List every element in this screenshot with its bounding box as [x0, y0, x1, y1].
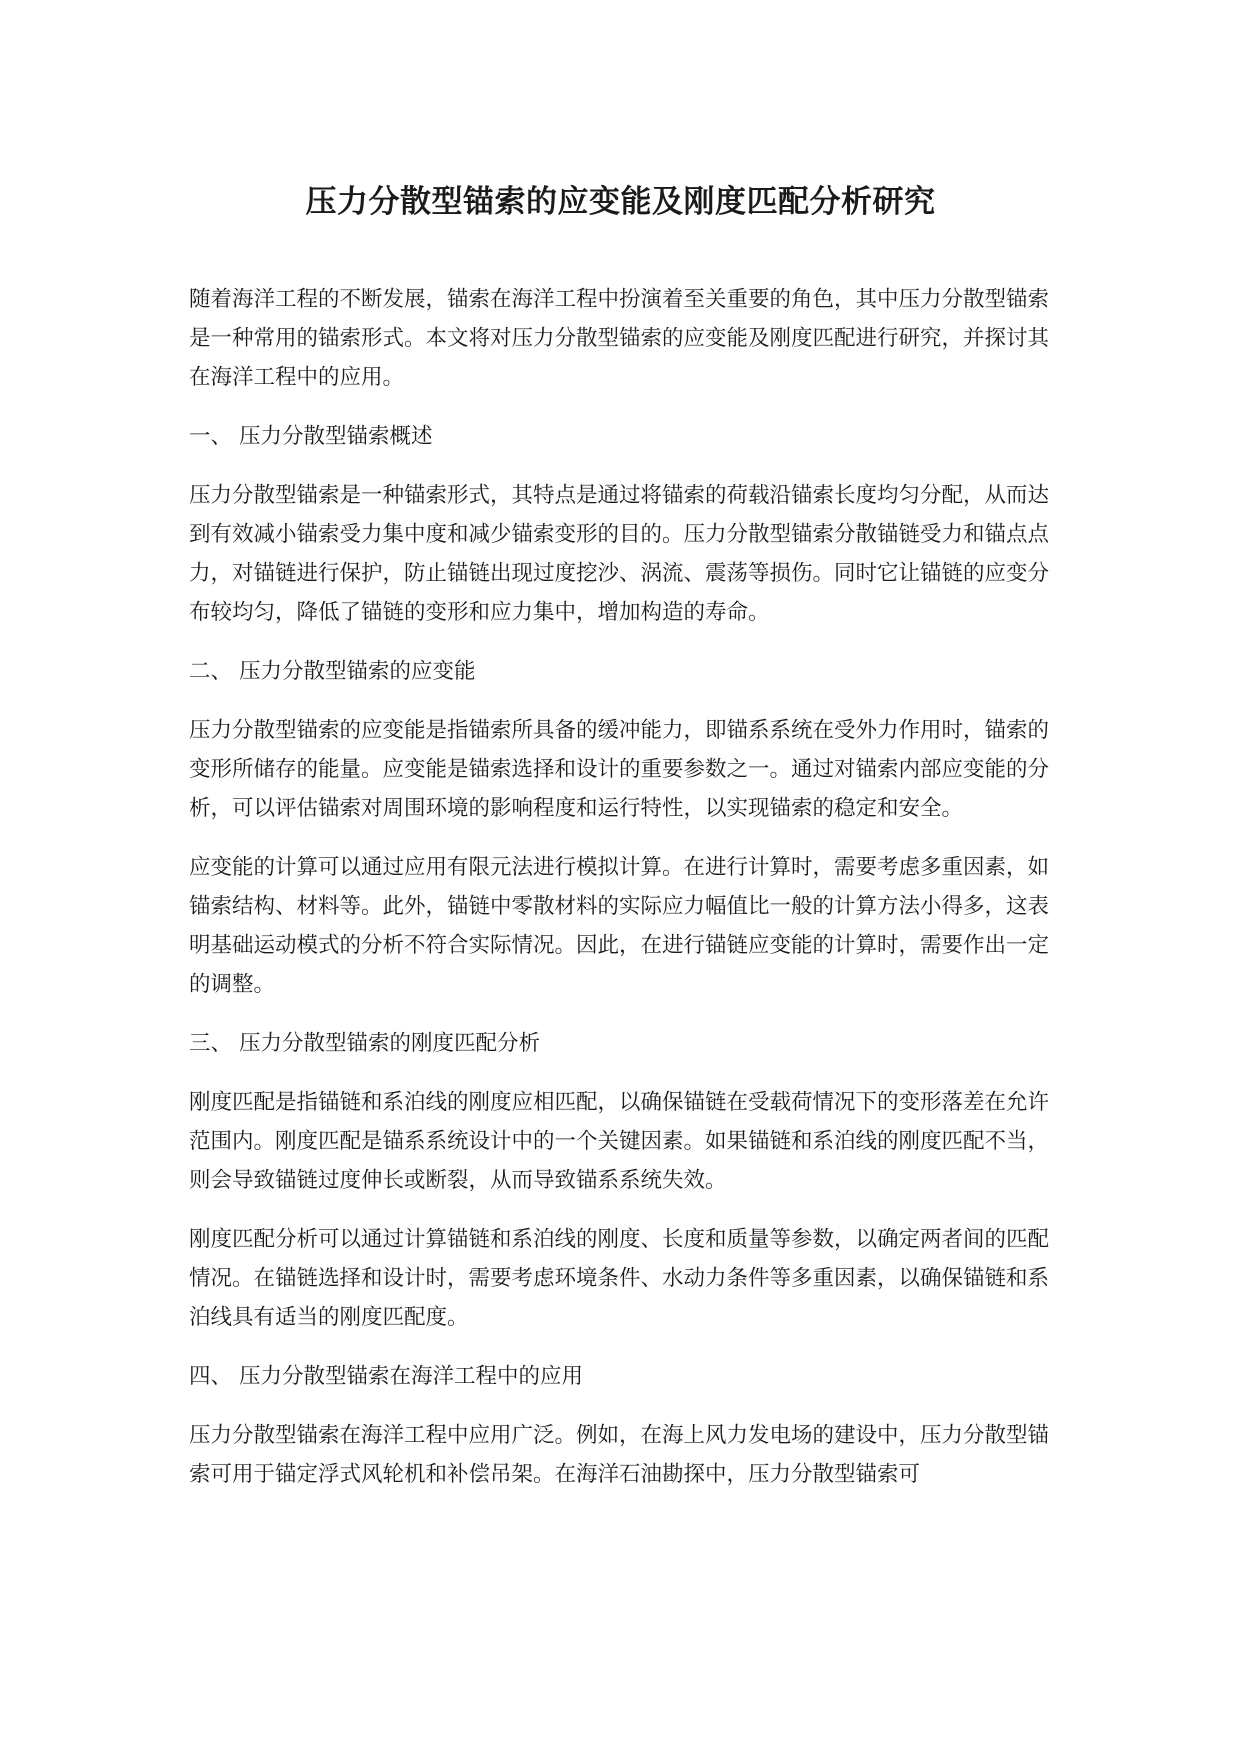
section-heading-text: 压力分散型锚索的刚度匹配分析	[239, 1031, 541, 1056]
section-heading-3	[189, 1024, 1049, 1063]
section-4-paragraph-1: 压力分散型锚索在海洋工程中应用广泛。例如，在海上风力发电场的建设中，压力分散型锚索可用于锚定浮式风轮机和补偿吊架。在海洋石油勘探中，压力分散型锚索可	[189, 1423, 1050, 1487]
section-2-paragraph-1: 压力分散型锚索的应变能是指锚索所具备的缓冲能力，即锚系系统在受外力作用时，锚索的变形所储存的能量。应变能是锚索选择和设计的重要参数之一。通过对锚索内部应变能的分析，可以评估锚索对周围环境的影响程度和运行特性，以实现锚索的稳定和安全。	[189, 718, 1050, 821]
section-2-paragraph-2: 应变能的计算可以通过应用有限元法进行模拟计算。在进行计算时，需要考虑多重因素，如锚索结构、材料等。此外，锚链中零散材料的实际应力幅值比一般的计算方法小得多，这表明基础运动模式的分析不符合实际情况。因此，在进行锚链应变能的计算时，需要作出一定的调整。	[189, 855, 1050, 997]
document-body	[189, 280, 1049, 1514]
section-heading-1	[189, 417, 1049, 456]
section-heading-text: 压力分散型锚索的应变能	[239, 659, 476, 684]
section-3-paragraph-1: 刚度匹配是指锚链和系泊线的刚度应相匹配，以确保锚链在受载荷情况下的变形落差在允许范围内。刚度匹配是锚系系统设计中的一个关键因素。如果锚链和系泊线的刚度匹配不当，则会导致锚链过度伸长或断裂，从而导致锚系系统失效。	[189, 1090, 1050, 1193]
section-heading-4	[189, 1357, 1049, 1396]
section-number: 三、	[189, 1031, 233, 1056]
section-heading-2	[189, 652, 1049, 691]
document-title: 压力分散型锚索的应变能及刚度匹配分析研究	[305, 184, 936, 220]
section-number: 四、	[189, 1364, 233, 1389]
section-number: 二、	[189, 659, 233, 684]
section-1-paragraph-1: 压力分散型锚索是一种锚索形式，其特点是通过将锚索的荷载沿锚索长度均匀分配，从而达到有效减小锚索受力集中度和减少锚索变形的目的。压力分散型锚索分散锚链受力和锚点点力，对锚链进行保护，防止锚链出现过度挖沙、涡流、震荡等损伤。同时它让锚链的应变分布较均匀，降低了锚链的变形和应力集中，增加构造的寿命。	[189, 483, 1050, 625]
section-heading-text: 压力分散型锚索在海洋工程中的应用	[239, 1364, 584, 1389]
section-number: 一、	[189, 424, 233, 449]
intro-paragraph: 随着海洋工程的不断发展，锚索在海洋工程中扮演着至关重要的角色，其中压力分散型锚索是一种常用的锚索形式。本文将对压力分散型锚索的应变能及刚度匹配进行研究，并探讨其在海洋工程中的应用。	[189, 287, 1050, 390]
section-heading-text: 压力分散型锚索概述	[239, 424, 433, 449]
section-3-paragraph-2: 刚度匹配分析可以通过计算锚链和系泊线的刚度、长度和质量等参数，以确定两者间的匹配情况。在锚链选择和设计时，需要考虑环境条件、水动力条件等多重因素，以确保锚链和系泊线具有适当的刚度匹配度。	[189, 1227, 1050, 1330]
